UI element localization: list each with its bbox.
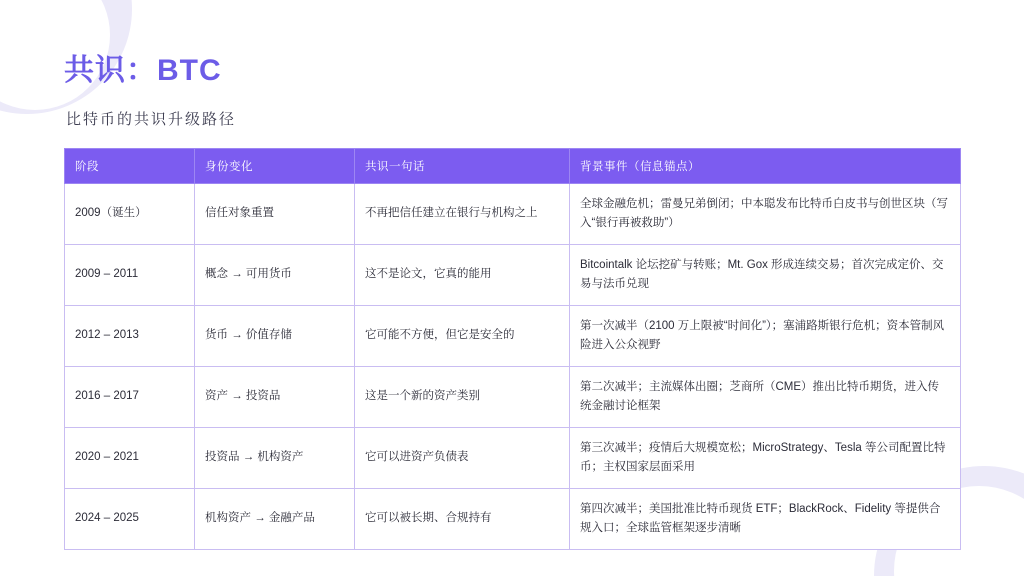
cell-background: 全球金融危机；雷曼兄弟倒闭；中本聪发布比特币白皮书与创世区块（写入“银行再被救助”） — [570, 184, 961, 245]
table-body — [65, 184, 961, 550]
column-header-phrase: 共识一句话 — [355, 149, 570, 184]
cell-background: Bitcointalk 论坛挖矿与转账；Mt. Gox 形成连续交易；首次完成定价、交易与法币兑现 — [570, 244, 961, 305]
cell-background: 第三次减半；疫情后大规模宽松；MicroStrategy、Tesla 等公司配置比特币；主权国家层面采用 — [570, 427, 961, 488]
cell-phrase: 这是一个新的资产类别 — [355, 366, 570, 427]
table-row — [65, 427, 961, 488]
cell-identity: 信任对象重置 — [195, 184, 355, 245]
cell-background: 第一次减半（2100 万上限被“时间化”）；塞浦路斯银行危机；资本管制风险进入公众视野 — [570, 305, 961, 366]
cell-stage: 2016 – 2017 — [65, 366, 195, 427]
table-row — [65, 366, 961, 427]
cell-stage: 2012 – 2013 — [65, 305, 195, 366]
cell-identity: 资产 → 投资品 — [195, 366, 355, 427]
table-row — [65, 305, 961, 366]
cell-phrase: 不再把信任建立在银行与机构之上 — [355, 184, 570, 245]
page-subtitle: 比特币的共识升级路径 — [66, 111, 237, 128]
column-header-stage: 阶段 — [65, 149, 195, 184]
table-row — [65, 184, 961, 245]
cell-stage: 2009（诞生） — [65, 184, 195, 245]
cell-phrase: 这不是论文，它真的能用 — [355, 244, 570, 305]
consensus-table — [64, 148, 961, 550]
page-title: 共识：BTC — [64, 54, 222, 87]
cell-background: 第二次减半；主流媒体出圈；芝商所（CME）推出比特币期货，进入传统金融讨论框架 — [570, 366, 961, 427]
cell-phrase: 它可以进资产负债表 — [355, 427, 570, 488]
column-header-background: 背景事件（信息锚点） — [570, 149, 961, 184]
table-header-row — [65, 149, 961, 184]
cell-phrase: 它可以被长期、合规持有 — [355, 488, 570, 549]
cell-identity: 货币 → 价值存储 — [195, 305, 355, 366]
table-header — [65, 149, 961, 184]
table-row — [65, 488, 961, 549]
cell-stage: 2024 – 2025 — [65, 488, 195, 549]
cell-stage: 2009 – 2011 — [65, 244, 195, 305]
cell-identity: 投资品 → 机构资产 — [195, 427, 355, 488]
cell-identity: 概念 → 可用货币 — [195, 244, 355, 305]
cell-background: 第四次减半；美国批准比特币现货 ETF；BlackRock、Fidelity 等提供合规入口；全球监管框架逐步清晰 — [570, 488, 961, 549]
cell-stage: 2020 – 2021 — [65, 427, 195, 488]
table-row — [65, 244, 961, 305]
cell-identity: 机构资产 → 金融产品 — [195, 488, 355, 549]
cell-phrase: 它可能不方便，但它是安全的 — [355, 305, 570, 366]
column-header-identity: 身份变化 — [195, 149, 355, 184]
